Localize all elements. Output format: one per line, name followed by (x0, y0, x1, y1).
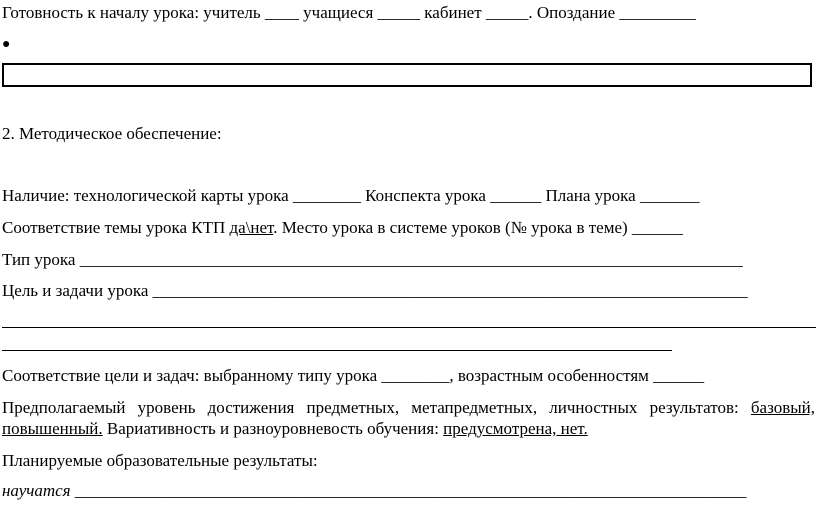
ktp-choice: да\нет (229, 218, 274, 237)
section-methodical-title: 2. Методическое обеспечение: (2, 124, 222, 143)
blank-line-1 (2, 327, 816, 328)
level-advanced: повышенный. (2, 419, 103, 438)
expected-text: Предполагаемый уровень достижения предметных, метапредметных, личностных результатов: (2, 398, 751, 417)
availability-line: Наличие: технологической карты урока ________ Конспекта урока ______ Плана урока _______ (2, 186, 700, 205)
readiness-line: Готовность к началу урока: учитель ____ учащиеся _____ кабинет _____. Опоздание _________ (2, 3, 696, 22)
variability-text: Вариативность и разноуровневость обучения: (102, 419, 444, 438)
expected-results-paragraph (2, 397, 815, 439)
ktp-prefix: Соответствие темы урока КТП (2, 218, 230, 237)
learn-blank: _______________________________________________________________________________ (70, 481, 747, 500)
variability-value: предусмотрена, нет. (443, 419, 588, 438)
ktp-suffix: . Место урока в системе уроков (№ урока в теме) ______ (273, 218, 683, 237)
planned-results-title: Планируемые образовательные результаты: (2, 451, 318, 470)
learn-line (2, 481, 746, 501)
goals-line: Цель и задачи урока ______________________________________________________________________ (2, 281, 748, 300)
empty-bordered-box (2, 63, 812, 87)
lesson-type-line: Тип урока ______________________________________________________________________________ (2, 250, 743, 269)
ktp-line (2, 218, 683, 238)
bullet-icon: ● (2, 37, 11, 52)
correspondence-line: Соответствие цели и задач: выбранному типу урока ________, возрастным особенностям ______ (2, 366, 705, 385)
level-basic: базовый, (750, 398, 815, 417)
learn-label: научатся (2, 481, 71, 500)
blank-line-2 (2, 350, 672, 351)
